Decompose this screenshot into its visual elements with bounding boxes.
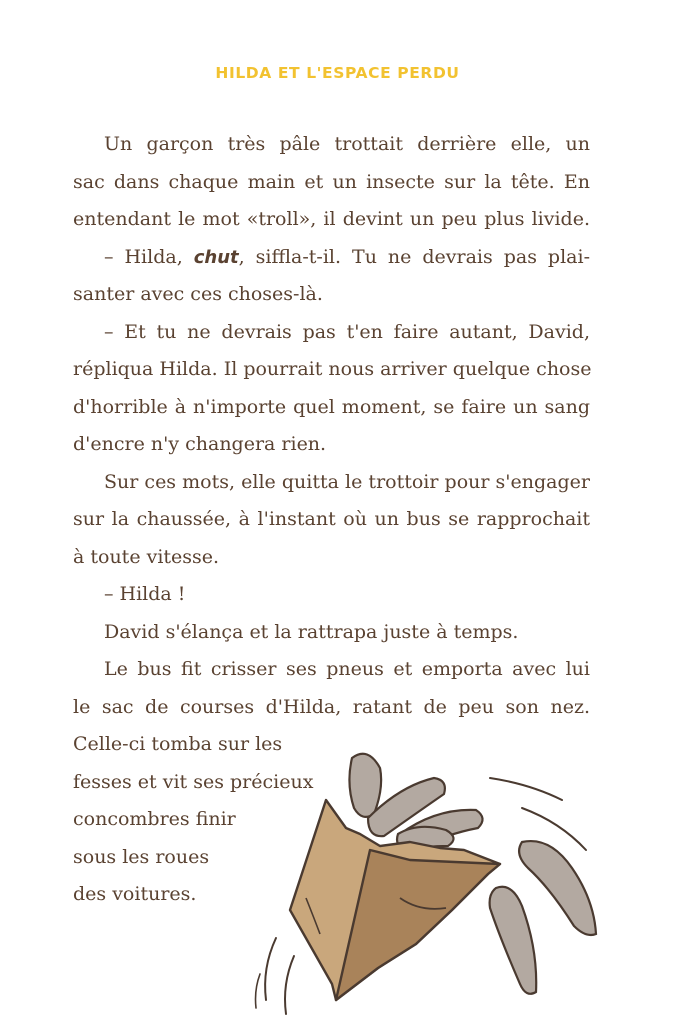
text-line: sous les roues <box>73 845 210 868</box>
text-line: d'encre n'y changera rien. <box>73 433 327 455</box>
text-segment: , siffla-t-il. Tu ne devrais pas plai- <box>238 245 590 268</box>
text-line: Celle-ci tomba sur les <box>73 733 283 755</box>
text-line: – Hilda ! <box>104 583 186 605</box>
text-line: Le bus fit crisser ses pneus et emporta avec lui <box>104 658 590 680</box>
text-line: santer avec ces choses-là. <box>73 283 323 305</box>
text-line: – Et tu ne devrais pas t'en faire autant, David, <box>104 320 590 343</box>
text-line: fesses et vit ses précieux <box>73 770 314 793</box>
text-line: sur la chaussée, à l'instant où un bus se rapprochait <box>73 508 590 530</box>
text-line: des voitures. <box>73 883 197 905</box>
text-line: David s'élança et la rattrapa juste à temps. <box>104 620 519 643</box>
text-line: le sac de courses d'Hilda, ratant de peu son nez. <box>73 695 590 718</box>
emphasized-word: chut <box>193 246 239 268</box>
text-line: Un garçon très pâle trottait derrière elle, un <box>104 133 590 155</box>
text-line: entendant le mot «troll», il devint un peu plus livide. <box>73 208 590 230</box>
paper-bag-with-cucumbers-illustration <box>250 738 675 1024</box>
text-line: sac dans chaque main et un insecte sur la tête. En <box>73 170 590 193</box>
text-line: Sur ces mots, elle quitta le trottoir pour s'engager <box>104 470 590 493</box>
text-line: d'horrible à n'importe quel moment, se faire un sang <box>73 395 590 418</box>
running-head: HILDA ET L'ESPACE PERDU <box>215 64 460 82</box>
text-line: répliqua Hilda. Il pourrait nous arriver quelque chose <box>73 358 592 380</box>
text-line: à toute vitesse. <box>73 545 220 568</box>
text-line: concombres finir <box>73 808 236 830</box>
text-segment: – Hilda, <box>104 245 194 268</box>
text-line-emphasis <box>73 239 590 277</box>
